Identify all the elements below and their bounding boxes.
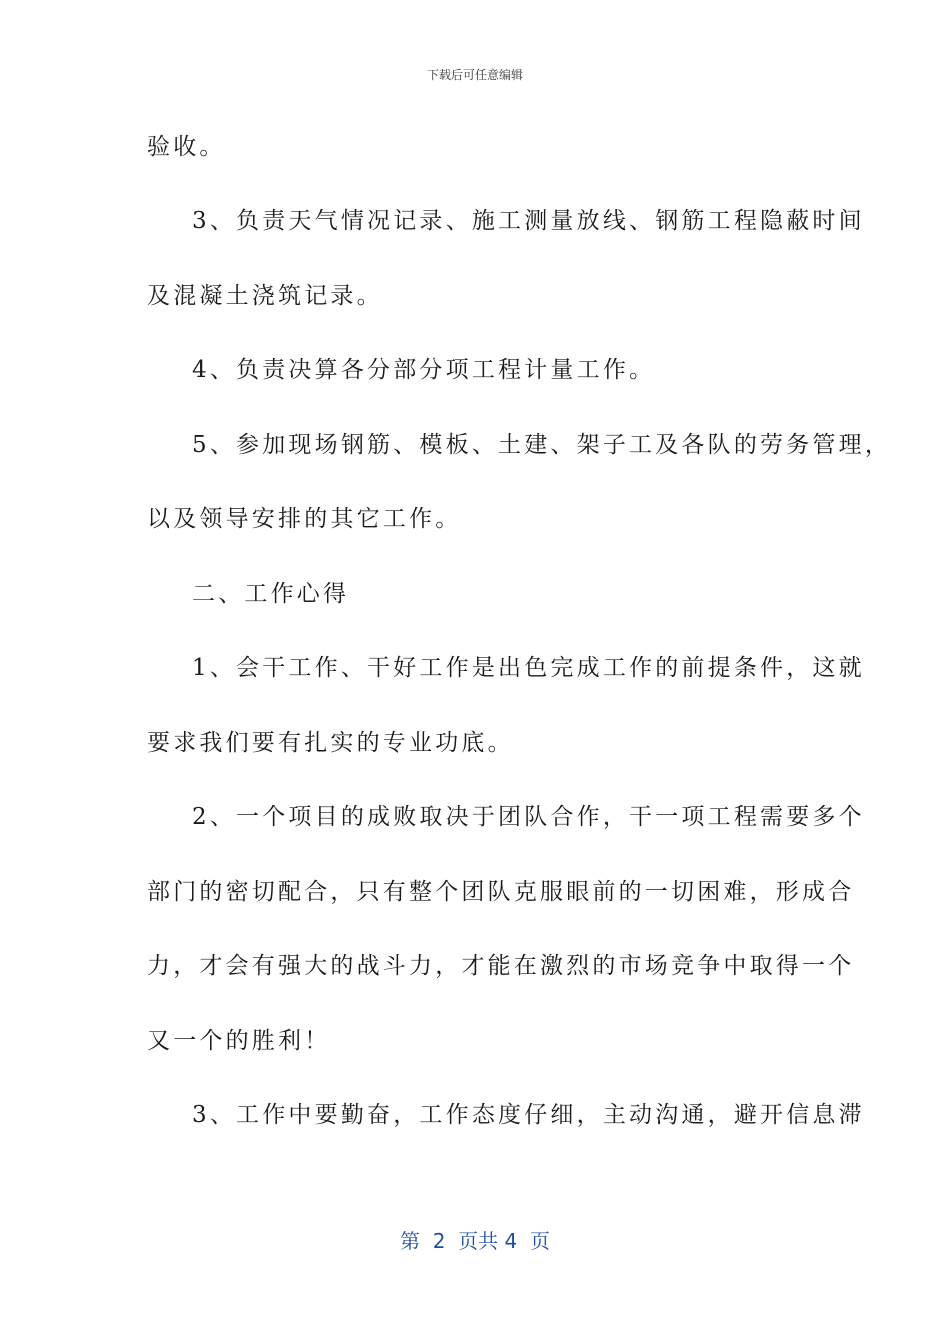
body-line: 2、一个项目的成败取决于团队合作，干一项工程需要多个 [192,804,865,830]
body-line: 部门的密切配合，只有整个团队克服眼前的一切困难，形成合 [147,879,855,905]
body-line: 3、工作中要勤奋，工作态度仔细，主动沟通，避开信息滞 [192,1102,865,1128]
body-line: 力，才会有强大的战斗力，才能在激烈的市场竞争中取得一个 [147,953,855,979]
body-line: 1、会干工作、干好工作是出色完成工作的前提条件，这就 [192,655,865,681]
body-line: 3、负责天气情况记录、施工测量放线、钢筋工程隐蔽时间 [192,208,865,234]
body-line: 4、负责决算各分部分项工程计量工作。 [192,357,656,383]
section-heading: 二、工作心得 [192,581,350,607]
body-line: 5、参加现场钢筋、模板、土建、架子工及各队的劳务管理， [192,432,892,458]
body-line: 要求我们要有扎实的专业功底。 [147,730,514,756]
body-line: 验收。 [147,134,226,160]
body-line: 又一个的胜利！ [147,1028,331,1054]
page-header: 下载后可任意编辑 [426,68,523,82]
body-line: 以及领导安排的其它工作。 [147,506,462,532]
page-number-footer: 第 2 页共 4 页 [400,1229,550,1253]
body-line: 及混凝土浇筑记录。 [147,283,383,309]
